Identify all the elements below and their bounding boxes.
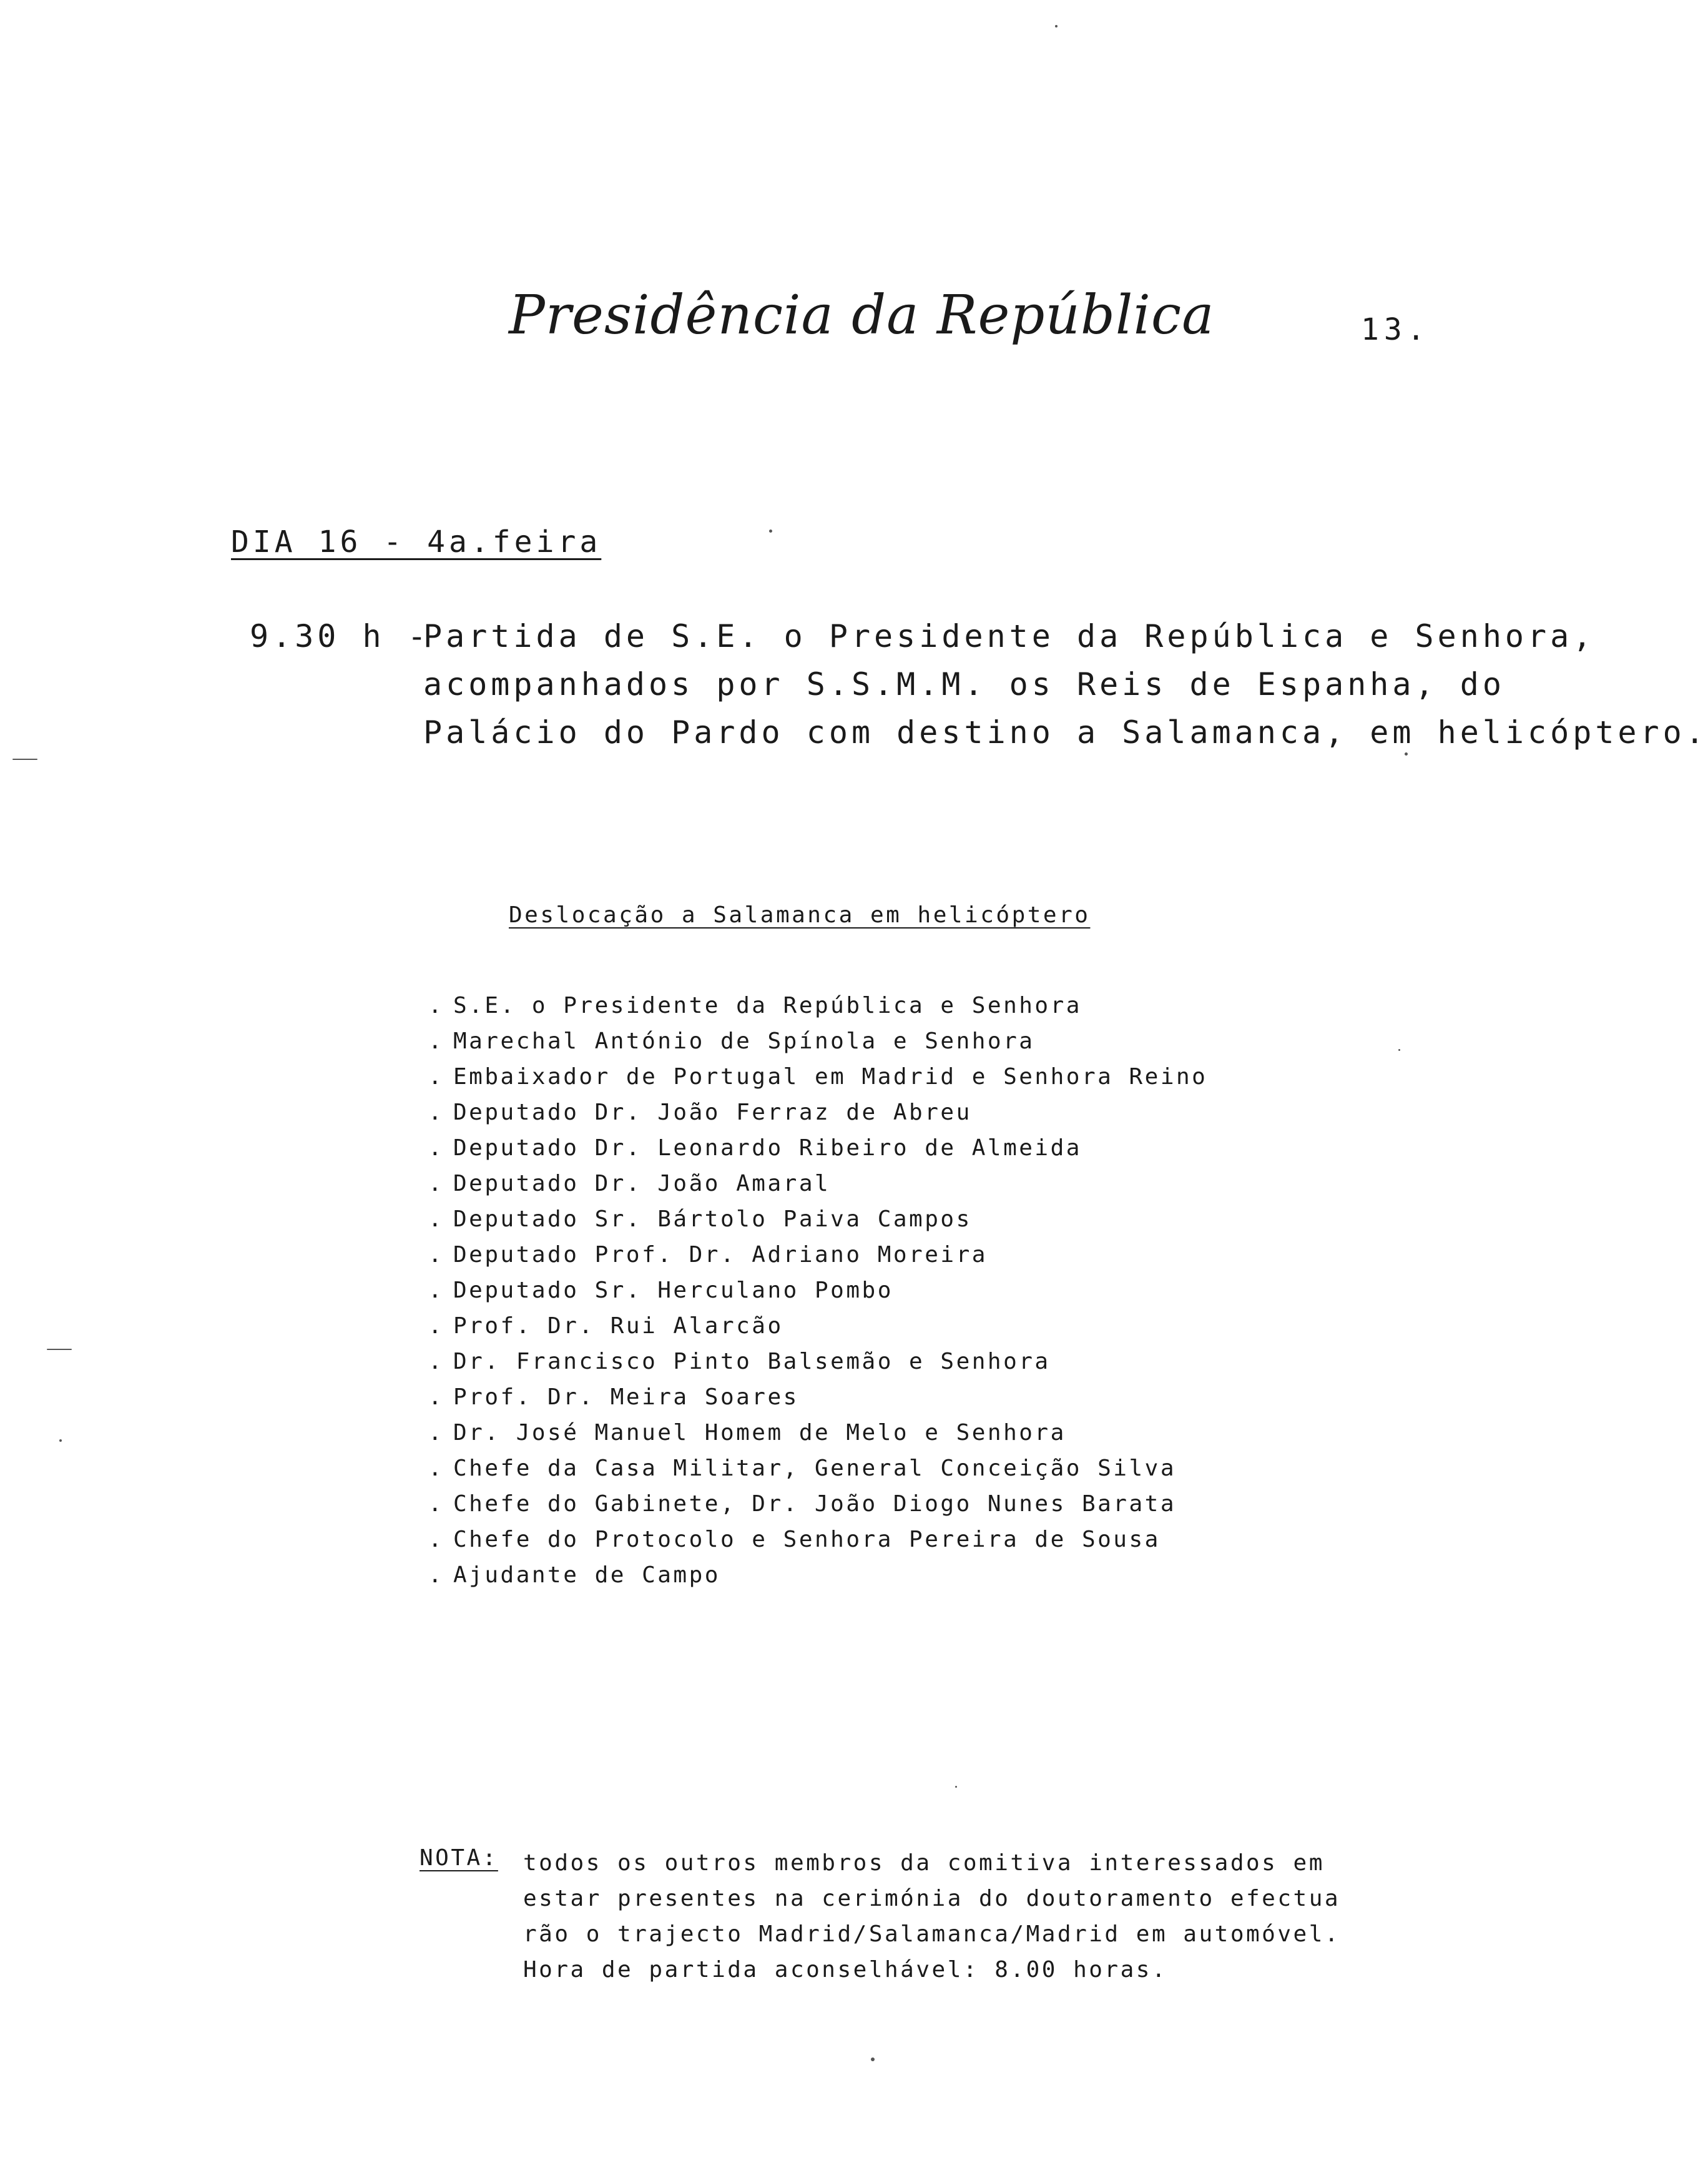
letterhead-title: Presidência da República <box>509 284 1215 347</box>
list-item: . Chefe do Protocolo e Senhora Pereira de Sousa <box>428 1527 1161 1552</box>
scan-speck <box>1405 752 1408 756</box>
note-line: estar presentes na cerimónia do doutoramento efectua <box>523 1886 1341 1911</box>
day-heading: DIA 16 - 4a.feira <box>231 525 602 559</box>
helicopter-list-heading: Deslocação a Salamanca em helicóptero <box>509 902 1091 928</box>
list-item: . Deputado Sr. Bártolo Paiva Campos <box>428 1206 972 1232</box>
note-text <box>523 1845 1340 1988</box>
event-line-1: Partida de S.E. o Presidente da República e Senhora, <box>423 618 1596 654</box>
event-line-2: acompanhados por S.S.M.M. os Reis de Espanha, do <box>423 666 1505 702</box>
list-item: . Embaixador de Portugal em Madrid e Senhora Reino <box>428 1064 1208 1090</box>
list-item: . Deputado Dr. João Amaral <box>428 1171 831 1196</box>
list-item: . Chefe da Casa Militar, General Conceição Silva <box>428 1456 1176 1481</box>
note-label: NOTA: <box>420 1845 498 1871</box>
list-item: . Marechal António de Spínola e Senhora <box>428 1028 1035 1054</box>
event-line-3: Palácio do Pardo com destino a Salamanca, em helicóptero. <box>423 714 1708 751</box>
list-item: . Deputado Dr. Leonardo Ribeiro de Almeida <box>428 1135 1082 1161</box>
scan-speck <box>47 1349 72 1350</box>
list-item: . Dr. José Manuel Homem de Melo e Senhora <box>428 1420 1066 1446</box>
scan-speck <box>955 1786 957 1788</box>
list-item: . Deputado Sr. Herculano Pombo <box>428 1278 893 1303</box>
event-time: 9.30 h - <box>250 618 430 654</box>
scan-speck <box>769 530 772 533</box>
list-item: . Deputado Prof. Dr. Adriano Moreira <box>428 1242 988 1268</box>
note-line: todos os outros membros da comitiva interessados em <box>523 1850 1325 1876</box>
note-line: rão o trajecto Madrid/Salamanca/Madrid em automóvel. <box>523 1921 1341 1947</box>
scan-speck <box>59 1439 62 1442</box>
scan-speck <box>12 759 37 760</box>
attendee-list <box>428 988 1207 1593</box>
scan-speck <box>1055 25 1058 27</box>
list-item: . Ajudante de Campo <box>428 1562 720 1588</box>
list-item: . S.E. o Presidente da República e Senhora <box>428 993 1082 1018</box>
page-number: 13. <box>1361 312 1430 347</box>
scan-speck <box>1398 1049 1400 1051</box>
list-item: . Prof. Dr. Rui Alarcão <box>428 1313 783 1339</box>
list-item: . Deputado Dr. João Ferraz de Abreu <box>428 1100 972 1125</box>
list-item: . Prof. Dr. Meira Soares <box>428 1384 799 1410</box>
list-item: . Dr. Francisco Pinto Balsemão e Senhora <box>428 1349 1051 1374</box>
list-item: . Chefe do Gabinete, Dr. João Diogo Nunes Barata <box>428 1491 1176 1517</box>
note-line: Hora de partida aconselhável: 8.00 horas. <box>523 1957 1168 1983</box>
scan-speck <box>871 2057 875 2061</box>
